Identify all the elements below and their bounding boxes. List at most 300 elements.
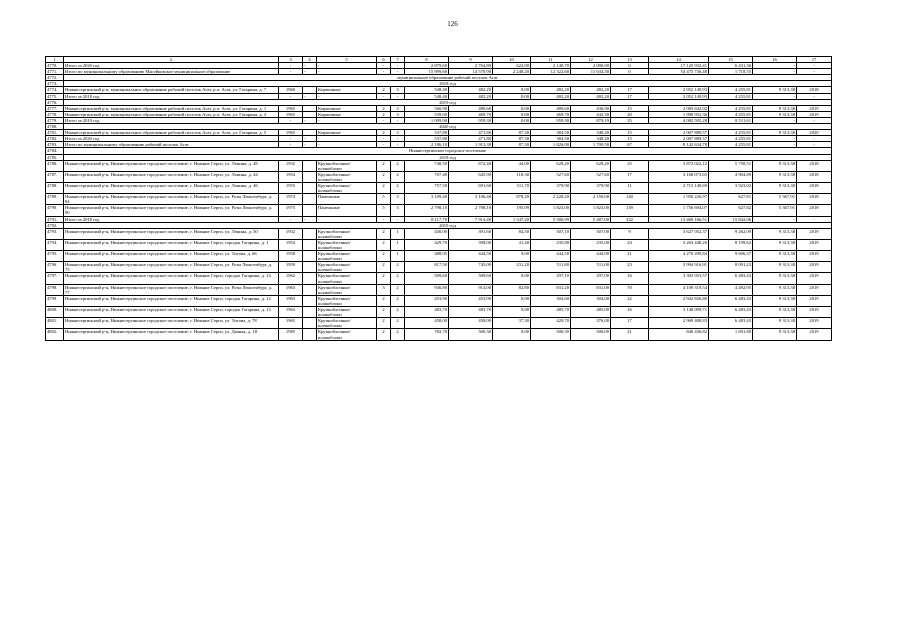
- table-cell: Нижнесергинский р-н, Нижнесергинское городское поселение, г. Нижние Серги, ул. Ленина, д. 46: [64, 182, 279, 193]
- table-cell: 3 168 073,65: [649, 171, 709, 182]
- table-cell: Крупноблочные/ шлакоблоки: [317, 251, 377, 262]
- table-cell: 509,60: [449, 273, 493, 284]
- table-cell: -: [317, 93, 377, 99]
- table-cell: 6 483,43: [709, 273, 753, 284]
- table-cell: 1 099,90: [405, 117, 449, 123]
- table-cell: 3: [391, 111, 405, 117]
- table-cell: 1: [391, 239, 405, 250]
- table-cell: 17 125 932,41: [649, 63, 709, 69]
- table-cell: 6 483,43: [709, 295, 753, 306]
- table-cell: 9 606,37: [709, 251, 753, 262]
- header-cell: 16: [753, 57, 797, 63]
- table-cell: 430,00: [405, 228, 449, 239]
- table-cell: 4798.: [46, 284, 64, 295]
- table-cell: -: [303, 117, 317, 123]
- table-cell: 2 186,10: [405, 142, 449, 148]
- table-cell: 548,40: [405, 93, 449, 99]
- table-cell: -: [753, 69, 797, 75]
- table-cell: 9 262,09: [709, 228, 753, 239]
- table-cell: [303, 228, 317, 239]
- table-cell: Нижнесергинский р-н, Нижнесергинское городское поселение, г. Нижние Серги, ул. Ленина, д. 44: [64, 171, 279, 182]
- table-cell: 458,00: [449, 318, 493, 329]
- table-cell: -: [391, 136, 405, 142]
- table-cell: 1: [391, 251, 405, 262]
- table-row: [46, 262, 832, 273]
- table-cell: 398,00: [449, 239, 493, 250]
- table-cell: 5 487,00: [571, 216, 611, 222]
- table-cell: 17: [611, 87, 649, 93]
- table-cell: 9 313,38: [753, 318, 797, 329]
- table-cell: 2: [391, 295, 405, 306]
- table-cell: 35: [611, 117, 649, 123]
- header-cell: 3: [279, 57, 303, 63]
- table-cell: Крупноблочные/ шлакоблоки: [317, 273, 377, 284]
- table-cell: 1960: [279, 87, 303, 93]
- table-cell: 2: [377, 171, 391, 182]
- table-cell: 4783.: [46, 142, 64, 148]
- table-cell: -: [377, 216, 391, 222]
- table-cell: 4782.: [46, 136, 64, 142]
- table-cell: 2020: [797, 130, 832, 136]
- table-cell: [303, 318, 317, 329]
- table-cell: 4789.: [46, 194, 64, 205]
- register-table: [45, 56, 832, 341]
- table-cell: 2018: [797, 205, 832, 216]
- table-cell: 482,20: [449, 87, 493, 93]
- table-cell: 9 313,38: [753, 329, 797, 340]
- table-cell: Крупноблочные/ шлакоблоки: [317, 171, 377, 182]
- table-row: [46, 171, 832, 182]
- table-cell: 458,00: [405, 318, 449, 329]
- table-cell: -: [279, 69, 303, 75]
- table-cell: -: [797, 69, 832, 75]
- table-cell: 537,80: [405, 130, 449, 136]
- table-cell: Нижнесергинский р-н, Нижнесергинское городское поселение, г. Нижние Серги, ул. Розы Люксембург, д. 90: [64, 205, 279, 216]
- table-cell: 560,90: [405, 105, 449, 111]
- table-cell: -: [279, 93, 303, 99]
- table-row: [46, 239, 832, 250]
- table-cell: [303, 273, 317, 284]
- table-cell: 2 942 826,80: [649, 295, 709, 306]
- table-cell: 25: [611, 160, 649, 171]
- table-cell: 757,50: [405, 182, 449, 193]
- table-cell: 118,30: [493, 171, 531, 182]
- table-cell: 1954: [279, 239, 303, 250]
- table-cell: 20: [611, 111, 649, 117]
- table-row: [46, 160, 832, 171]
- table-cell: 37,30: [493, 318, 531, 329]
- table-cell: 4800.: [46, 307, 64, 318]
- table-cell: Кирпичные: [317, 87, 377, 93]
- table-cell: 9 313,38: [753, 111, 797, 117]
- table-cell: 527,60: [571, 171, 611, 182]
- table-cell: Крупноблочные/ шлакоблоки: [317, 318, 377, 329]
- table-cell: 4770.: [46, 63, 64, 69]
- table-cell: 1958: [279, 251, 303, 262]
- table-cell: -: [377, 93, 391, 99]
- table-cell: 4775.: [46, 93, 64, 99]
- table-cell: 4779.: [46, 117, 64, 123]
- table-cell: 4802.: [46, 329, 64, 340]
- table-row: [46, 284, 832, 295]
- table-cell: 2019: [797, 307, 832, 318]
- section-title: 2019 год: [64, 99, 832, 105]
- table-cell: 1954: [279, 171, 303, 182]
- row-number: 4792.: [46, 222, 64, 228]
- table-cell: 231,20: [493, 262, 531, 273]
- table-cell: 509,60: [405, 273, 449, 284]
- table-cell: 2: [391, 273, 405, 284]
- table-cell: 3: [391, 194, 405, 205]
- table-cell: -: [377, 136, 391, 142]
- table-cell: -: [377, 69, 391, 75]
- row-number: 4772.: [46, 75, 64, 81]
- header-cell: 2: [64, 57, 279, 63]
- table-cell: -: [377, 117, 391, 123]
- table-cell: 9 313,38: [753, 262, 797, 273]
- table-cell: 3 627 052,37: [649, 228, 709, 239]
- table-cell: 879,19: [571, 117, 611, 123]
- table-cell: 15 999,60: [405, 69, 449, 75]
- table-row: [46, 318, 832, 329]
- row-number: 4780.: [46, 124, 64, 130]
- row-number: 4776.: [46, 99, 64, 105]
- table-cell: 1 913,30: [449, 142, 493, 148]
- table-cell: Крупноблочные/ шлакоблоки: [317, 262, 377, 273]
- table-cell: -: [797, 117, 832, 123]
- table-cell: 8 117,70: [405, 216, 449, 222]
- table-cell: -: [317, 117, 377, 123]
- table-cell: 2 764,80: [449, 63, 493, 69]
- header-cell: 1: [46, 57, 64, 63]
- table-cell: -: [391, 216, 405, 222]
- table-cell: 453,90: [449, 295, 493, 306]
- table-cell: 0,00: [493, 111, 531, 117]
- table-cell: 1 547,20: [493, 216, 531, 222]
- table-cell: 469,70: [531, 111, 571, 117]
- table-cell: 4786.: [46, 160, 64, 171]
- table-cell: Нижнесергинский р-н, муниципальное образование рабочий поселок Агат, р.п. Агат, ул. Гагарина, д. 5: [64, 130, 279, 136]
- table-cell: 87,30: [493, 130, 531, 136]
- table-cell: 391,60: [449, 228, 493, 239]
- table-cell: [303, 205, 317, 216]
- table-cell: -: [303, 63, 317, 69]
- table-cell: Крупноблочные/ шлакоблоки: [317, 329, 377, 340]
- table-cell: Крупноблочные/ шлакоблоки: [317, 160, 377, 171]
- table-cell: 2: [377, 251, 391, 262]
- table-cell: 444,50: [531, 251, 571, 262]
- table-cell: 2019: [797, 273, 832, 284]
- table-cell: 1965: [279, 130, 303, 136]
- table-cell: 4788.: [46, 182, 64, 193]
- table-cell: 0: [611, 63, 649, 69]
- table-cell: 4796.: [46, 262, 64, 273]
- table-cell: 2 879,60: [405, 63, 449, 69]
- table-cell: 14 570,90: [449, 69, 493, 75]
- table-cell: 4 255,81: [709, 93, 753, 99]
- table-cell: 2: [391, 318, 405, 329]
- table-cell: -: [279, 63, 303, 69]
- table-cell: 511,80: [531, 262, 571, 273]
- table-cell: 1965: [279, 318, 303, 329]
- table-row: [46, 307, 832, 318]
- table-cell: 2: [377, 295, 391, 306]
- table-cell: [303, 194, 317, 205]
- table-cell: 54 475 736,48: [649, 69, 709, 75]
- table-cell: -: [391, 93, 405, 99]
- table-cell: 2: [391, 329, 405, 340]
- table-cell: 483,70: [405, 307, 449, 318]
- table-cell: 483,70: [449, 307, 493, 318]
- table-cell: 482,20: [449, 93, 493, 99]
- table-row: [46, 194, 832, 205]
- table-cell: 511,00: [571, 262, 611, 273]
- table-cell: Нижнесергинский р-н, Нижнесергинское городское поселение, г. Нижние Серги, городок Гагарина, д. 12: [64, 295, 279, 306]
- table-cell: 4795.: [46, 251, 64, 262]
- table-cell: 2018: [797, 160, 832, 171]
- table-cell: 2: [377, 160, 391, 171]
- table-cell: 2019: [797, 228, 832, 239]
- table-cell: 297,10: [531, 273, 571, 284]
- table-cell: 0,00: [493, 87, 531, 93]
- table-cell: 0,00: [493, 295, 531, 306]
- table-cell: 444,50: [449, 251, 493, 262]
- table-cell: 2 096,90: [571, 63, 611, 69]
- table-cell: 44,00: [493, 160, 531, 171]
- table-cell: 0,00: [493, 117, 531, 123]
- table-cell: -: [797, 216, 832, 222]
- table-cell: 2: [377, 239, 391, 250]
- table-cell: 2: [377, 307, 391, 318]
- table-cell: 1 823,00: [531, 205, 571, 216]
- table-cell: Нижнесергинский р-н, Нижнесергинское городское поселение, г. Нижние Серги, ул. Ленина, д. 50: [64, 228, 279, 239]
- table-cell: [303, 295, 317, 306]
- table-row: [46, 251, 832, 262]
- table-cell: 2019: [797, 295, 832, 306]
- table-cell: -: [303, 142, 317, 148]
- table-cell: 745,00: [449, 262, 493, 273]
- table-row: [46, 295, 832, 306]
- table-cell: 15: [611, 130, 649, 136]
- table-cell: 16: [611, 307, 649, 318]
- table-cell: 2 969 408,83: [649, 318, 709, 329]
- table-cell: 15: [611, 105, 649, 111]
- table-cell: 1965: [279, 105, 303, 111]
- table-cell: 672,40: [449, 160, 493, 171]
- table-cell: 846 436,82: [649, 329, 709, 340]
- table-cell: 7 914,40: [449, 216, 493, 222]
- table-cell: 304,60: [531, 295, 571, 306]
- table-cell: 1975: [279, 205, 303, 216]
- table-cell: 82,80: [493, 284, 531, 295]
- table-cell: 2 052 149,93: [649, 93, 709, 99]
- table-cell: Кирпичные: [317, 105, 377, 111]
- table-cell: 4 255,81: [709, 142, 753, 148]
- table-cell: Нижнесергинский р-н, Нижнесергинское городское поселение, г. Нижние Серги, ул. Титова, д. 78: [64, 318, 279, 329]
- table-cell: 8 199,62: [709, 239, 753, 250]
- table-row: [46, 228, 832, 239]
- table-cell: Нижнесергинский р-н, Нижнесергинское городское поселение, г. Нижние Серги, ул. Розы Люксембург, д. 77: [64, 284, 279, 295]
- table-cell: 384,50: [531, 130, 571, 136]
- table-cell: 5: [377, 205, 391, 216]
- table-cell: 0,00: [493, 329, 531, 340]
- table-cell: 24: [611, 239, 649, 250]
- table-cell: 2019: [797, 318, 832, 329]
- table-cell: 500,30: [449, 329, 493, 340]
- table-cell: 9,00: [493, 251, 531, 262]
- table-cell: 1965: [279, 111, 303, 117]
- table-cell: 17: [611, 318, 649, 329]
- table-cell: Нижнесергинский р-н, Нижнесергинское городское поселение, г. Нижние Серги, ул. Дачная, д. 18: [64, 329, 279, 340]
- table-cell: 1963: [279, 307, 303, 318]
- table-cell: 0,00: [493, 93, 531, 99]
- table-cell: 22: [611, 295, 649, 306]
- table-cell: 5 586,99: [531, 216, 571, 222]
- table-cell: 4794.: [46, 239, 64, 250]
- table-cell: 21: [611, 329, 649, 340]
- table-cell: 2: [391, 160, 405, 171]
- table-cell: 9 313,38: [753, 295, 797, 306]
- table-cell: 9 313,38: [753, 87, 797, 93]
- table-cell: 2: [391, 182, 405, 193]
- table-cell: 2: [377, 228, 391, 239]
- table-cell: 5: [377, 194, 391, 205]
- table-cell: 482,20: [531, 93, 571, 99]
- table-cell: -: [797, 93, 832, 99]
- table-cell: -: [303, 69, 317, 75]
- table-cell: 379,90: [571, 182, 611, 193]
- table-cell: 3: [391, 130, 405, 136]
- table-row: [46, 273, 832, 284]
- header-cell: 17: [797, 57, 832, 63]
- table-cell: 6 431,36: [709, 63, 753, 69]
- table-cell: 15: [611, 136, 649, 142]
- table-cell: 9: [611, 228, 649, 239]
- table-cell: -: [377, 142, 391, 148]
- table-cell: 3 303 953,57: [649, 273, 709, 284]
- table-cell: 4797.: [46, 273, 64, 284]
- table-cell: Нижнесергинский р-н, Нижнесергинское городское поселение, г. Нижние Серги, ул. Розы Люксембург, д. 75: [64, 262, 279, 273]
- table-cell: -: [317, 69, 377, 75]
- table-cell: -: [753, 63, 797, 69]
- table-cell: -: [279, 117, 303, 123]
- table-cell: Нижнесергинский р-н, Нижнесергинское городское поселение, г. Нижние Серги, ул. Ленина, д. 48: [64, 160, 279, 171]
- header-cell: 5: [317, 57, 377, 63]
- table-cell: -: [753, 93, 797, 99]
- table-cell: 2 798,10: [405, 205, 449, 216]
- table-cell: 11 634,30: [571, 69, 611, 75]
- header-cell: 10: [493, 57, 531, 63]
- table-cell: 4 255,81: [709, 111, 753, 117]
- table-cell: 3 148 099,71: [649, 307, 709, 318]
- table-cell: 4774.: [46, 87, 64, 93]
- table-cell: Итого за 2020 год: [64, 136, 279, 142]
- table-cell: 2: [377, 318, 391, 329]
- table-cell: 2: [377, 273, 391, 284]
- table-cell: 4793.: [46, 228, 64, 239]
- table-cell: 2 083 642,92: [649, 105, 709, 111]
- table-cell: 436,90: [571, 105, 611, 111]
- table-cell: 2: [377, 329, 391, 340]
- table-cell: 4 255,81: [709, 105, 753, 111]
- table-cell: 2: [391, 284, 405, 295]
- table-cell: 2 248,20: [493, 69, 531, 75]
- table-cell: 2: [377, 111, 391, 117]
- table-cell: 2019: [797, 239, 832, 250]
- table-cell: 84,50: [493, 228, 531, 239]
- table-cell: [303, 284, 317, 295]
- table-cell: 4781.: [46, 130, 64, 136]
- table-cell: 23: [611, 262, 649, 273]
- table-cell: 1 950 226,97: [649, 194, 709, 205]
- section-title: 2019 год: [64, 222, 832, 228]
- table-cell: [303, 262, 317, 273]
- table-cell: 4 109 319,54: [649, 284, 709, 295]
- table-cell: 21: [611, 251, 649, 262]
- table-cell: 1: [391, 228, 405, 239]
- table-cell: 1 709,50: [571, 142, 611, 148]
- table-cell: 878,20: [493, 194, 531, 205]
- table-cell: 2019: [797, 251, 832, 262]
- table-cell: [303, 329, 317, 340]
- table-cell: Нижнесергинский р-н, Нижнесергинское городское поселение, г. Нижние Серги, городок Гагарина, д. 14: [64, 273, 279, 284]
- table-cell: 304,00: [571, 295, 611, 306]
- table-cell: 482,20: [571, 93, 611, 99]
- table-cell: 2: [377, 262, 391, 273]
- table-cell: 2: [377, 87, 391, 93]
- header-cell: 6: [377, 57, 391, 63]
- table-cell: 307,10: [531, 228, 571, 239]
- table-cell: 548,40: [405, 87, 449, 93]
- table-cell: Крупноблочные/ шлакоблоки: [317, 284, 377, 295]
- table-cell: 195,09: [493, 205, 531, 216]
- table-cell: 627,82: [709, 205, 753, 216]
- table-cell: Кирпичные: [317, 130, 377, 136]
- table-cell: 2: [377, 182, 391, 193]
- table-cell: 15 842,06: [709, 216, 753, 222]
- table-cell: [303, 251, 317, 262]
- table-cell: Панельные: [317, 194, 377, 205]
- table-cell: Итого за 2018 год: [64, 216, 279, 222]
- table-cell: 6 483,43: [709, 307, 753, 318]
- table-cell: 817,50: [405, 262, 449, 273]
- table-cell: 5 367,91: [753, 194, 797, 205]
- table-cell: 537,80: [405, 136, 449, 142]
- table-cell: 691,60: [449, 182, 493, 193]
- table-cell: 8 511,61: [709, 117, 753, 123]
- table-cell: 2 798,10: [449, 205, 493, 216]
- table-cell: 2 007 889,57: [649, 130, 709, 136]
- table-cell: -: [797, 63, 832, 69]
- table-cell: 831,00: [571, 284, 611, 295]
- table-cell: 2019: [797, 329, 832, 340]
- table-cell: 6 483,43: [709, 318, 753, 329]
- table-cell: Нижнесергинский р-н, муниципальное образование рабочий поселок Агат, р.п. Агат, ул. Гагарина, д. 3: [64, 111, 279, 117]
- table-cell: 628,20: [531, 160, 571, 171]
- table-cell: 2019: [797, 105, 832, 111]
- table-cell: 1 826,00: [531, 142, 571, 148]
- table-cell: 9 313,38: [753, 130, 797, 136]
- table-cell: 9 313,38: [753, 251, 797, 262]
- table-cell: -: [279, 136, 303, 142]
- section-title: муниципальное образование рабочий поселок Агат: [64, 75, 832, 81]
- table-cell: 235,80: [531, 239, 571, 250]
- table-cell: -: [753, 216, 797, 222]
- table-cell: 4771.: [46, 69, 64, 75]
- table-cell: 70: [611, 284, 649, 295]
- table-cell: 453,90: [405, 295, 449, 306]
- table-cell: -: [317, 216, 377, 222]
